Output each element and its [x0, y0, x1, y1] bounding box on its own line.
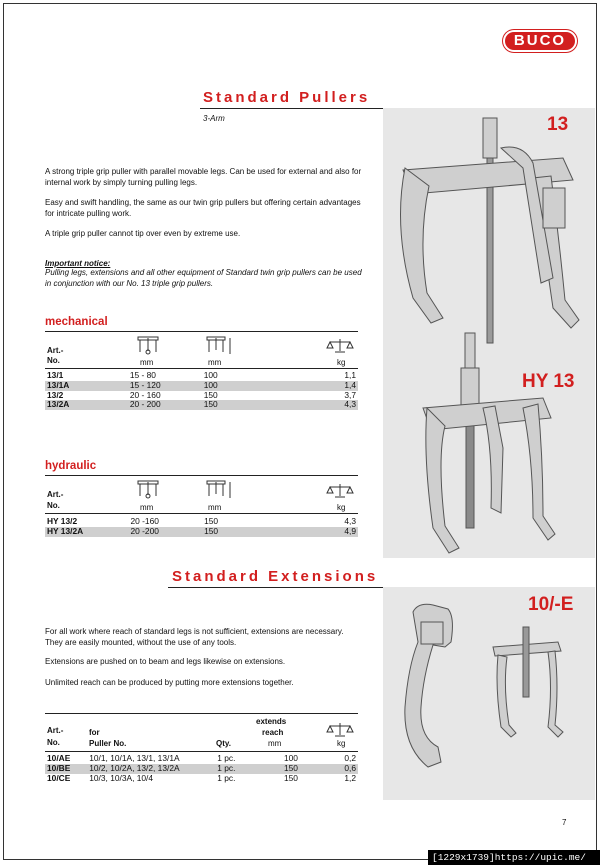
hydraulic-header-rule: [45, 513, 358, 514]
ext-col-extends: extends: [256, 717, 287, 726]
quantity: 1 pc.: [217, 772, 236, 783]
ext-col-no: No.: [47, 738, 60, 747]
pullers-title: Standard Pullers: [203, 89, 371, 106]
spread-range: 20 -200: [128, 527, 202, 537]
extension-illustration: [383, 587, 595, 800]
ext-col-mm: mm: [268, 739, 282, 748]
reach-mm: 150: [204, 516, 219, 526]
puller-no: 10/1, 10/1A, 13/1, 13/1A: [89, 753, 180, 763]
hyd-col-mm1: mm: [140, 503, 154, 512]
mechanical-rule: [45, 331, 358, 332]
quantity: 1 pc.: [217, 753, 236, 763]
table-row: [45, 391, 358, 401]
extensions-paragraph-1: For all work where reach of standard legs is not sufficient, extensions are necessary. They are easily mounted, without the use of any tools.: [45, 627, 344, 647]
spread-range: 20 -160: [130, 516, 159, 526]
reach-icon: [204, 478, 234, 500]
ext-col-kg: kg: [337, 739, 346, 748]
reach-mm: 100: [203, 370, 218, 380]
spread-range: 20 - 200: [128, 400, 202, 410]
spindle-head: [483, 118, 497, 158]
weight-kg: 4,9: [311, 527, 358, 537]
table-row: [45, 381, 358, 391]
pullers-subtitle: 3-Arm: [203, 114, 225, 123]
ext-col-puller: Puller No.: [89, 739, 127, 748]
puller-no: 10/2, 10/2A, 13/2, 13/2A: [87, 764, 215, 774]
spread-range: 15 - 120: [128, 381, 202, 391]
quantity: 1 pc.: [215, 764, 261, 774]
scale-icon: [326, 337, 354, 355]
puller-illustration: [383, 108, 595, 558]
reach-mm: 100: [202, 381, 311, 391]
mech-col-no: No.: [47, 356, 60, 365]
extends-reach-mm: 150: [283, 772, 298, 783]
weight-kg: 1,1: [344, 370, 356, 380]
puller-no: 10/3, 10/3A, 10/4: [89, 772, 154, 783]
art-no: 13/2: [47, 389, 64, 400]
table-row: [45, 400, 358, 410]
weight-kg: 1,4: [311, 381, 358, 391]
extensions-title: Standard Extensions: [172, 568, 379, 585]
art-no: 13/1A: [45, 381, 128, 391]
mech-col-kg: kg: [337, 358, 346, 367]
weight-kg: 0,2: [344, 753, 356, 763]
weight-kg: 4,3: [311, 400, 358, 410]
table-row: [45, 774, 358, 784]
mechanical-table: [45, 371, 358, 410]
table-row: [45, 371, 358, 381]
mechanical-heading: mechanical: [45, 316, 108, 328]
mech-col-mm1: mm: [140, 358, 154, 367]
extension-image-panel: [383, 587, 595, 800]
spread-icon: [135, 478, 163, 500]
art-no: 10/BE: [45, 764, 87, 774]
hydraulic-heading: hydraulic: [45, 460, 97, 472]
weight-kg: 1,2: [344, 772, 356, 783]
hyd-col-kg: kg: [337, 503, 346, 512]
extensions-table-rule: [45, 713, 358, 714]
art-no: HY 13/2A: [45, 527, 128, 537]
ext-col-reach: reach: [262, 728, 284, 737]
extensions-paragraph-2: Extensions are pushed on to beam and legs likewise on extensions.: [45, 657, 286, 666]
puller-image-panel: [383, 108, 595, 558]
reach-mm: 150: [202, 527, 311, 537]
hyd-col-art: Art.-: [47, 490, 64, 499]
buco-logo: BUCO: [503, 30, 577, 52]
art-no: 13/2A: [45, 400, 128, 410]
reach-mm: 150: [202, 400, 311, 410]
hydraulic-rule: [45, 475, 358, 476]
scale-icon: [326, 482, 354, 500]
weight-kg: 4,3: [344, 516, 356, 526]
mech-col-art: Art.-: [47, 346, 64, 355]
notice-text: Pulling legs, extensions and all other equipment of Standard twin grip pullers can be used in conjunction with our No. 13 triple grip pullers.: [45, 268, 362, 288]
hydraulic-table: [45, 517, 358, 537]
ext-col-qty: Qty.: [216, 739, 231, 748]
extends-reach-mm: 150: [261, 764, 320, 774]
pullers-paragraph-1: A strong triple grip puller with parallel movable legs. Can be used for external and also for internal work by simply turning pulling legs.: [45, 167, 362, 187]
pullers-paragraph-2: Easy and swift handling, the same as our twin grip pullers but offering certain advantages for intricate pulling work.: [45, 198, 361, 218]
label-hy13: HY 13: [522, 371, 575, 392]
label-13: 13: [547, 114, 569, 135]
notice-title: Important notice:: [45, 259, 111, 268]
hyd-col-mm2: mm: [208, 503, 222, 512]
hyd-col-no: No.: [47, 501, 60, 510]
spread-range: 20 - 160: [129, 389, 161, 400]
footer-watermark: [1229x1739]https://upic.me/: [428, 850, 600, 865]
art-no: 10/CE: [47, 772, 71, 783]
label-10e: 10/-E: [528, 594, 574, 615]
weight-kg: 3,7: [344, 389, 356, 400]
extensions-header-rule: [45, 751, 358, 752]
scale-icon: [326, 721, 354, 739]
ext-col-for: for: [89, 728, 100, 737]
ext-col-art: Art.-: [47, 726, 64, 735]
mech-col-mm2: mm: [208, 358, 222, 367]
art-no: HY 13/2: [47, 516, 78, 526]
weight-kg: 0,6: [321, 764, 358, 774]
mechanical-header-rule: [45, 368, 358, 369]
spread-range: 15 - 80: [129, 370, 156, 380]
table-row: [45, 517, 358, 527]
art-no: 13/1: [47, 370, 64, 380]
page-number: 7: [562, 818, 567, 827]
art-no: 10/AE: [47, 753, 71, 763]
pullers-paragraph-3: A triple grip puller cannot tip over even by extreme use.: [45, 229, 241, 238]
extends-reach-mm: 100: [283, 753, 298, 763]
reach-icon: [204, 334, 234, 356]
table-row: [45, 527, 358, 537]
extensions-table: [45, 754, 358, 783]
extensions-paragraph-3: Unlimited reach can be produced by putting more extensions together.: [45, 678, 294, 687]
spread-icon: [135, 334, 163, 356]
reach-mm: 150: [203, 389, 218, 400]
